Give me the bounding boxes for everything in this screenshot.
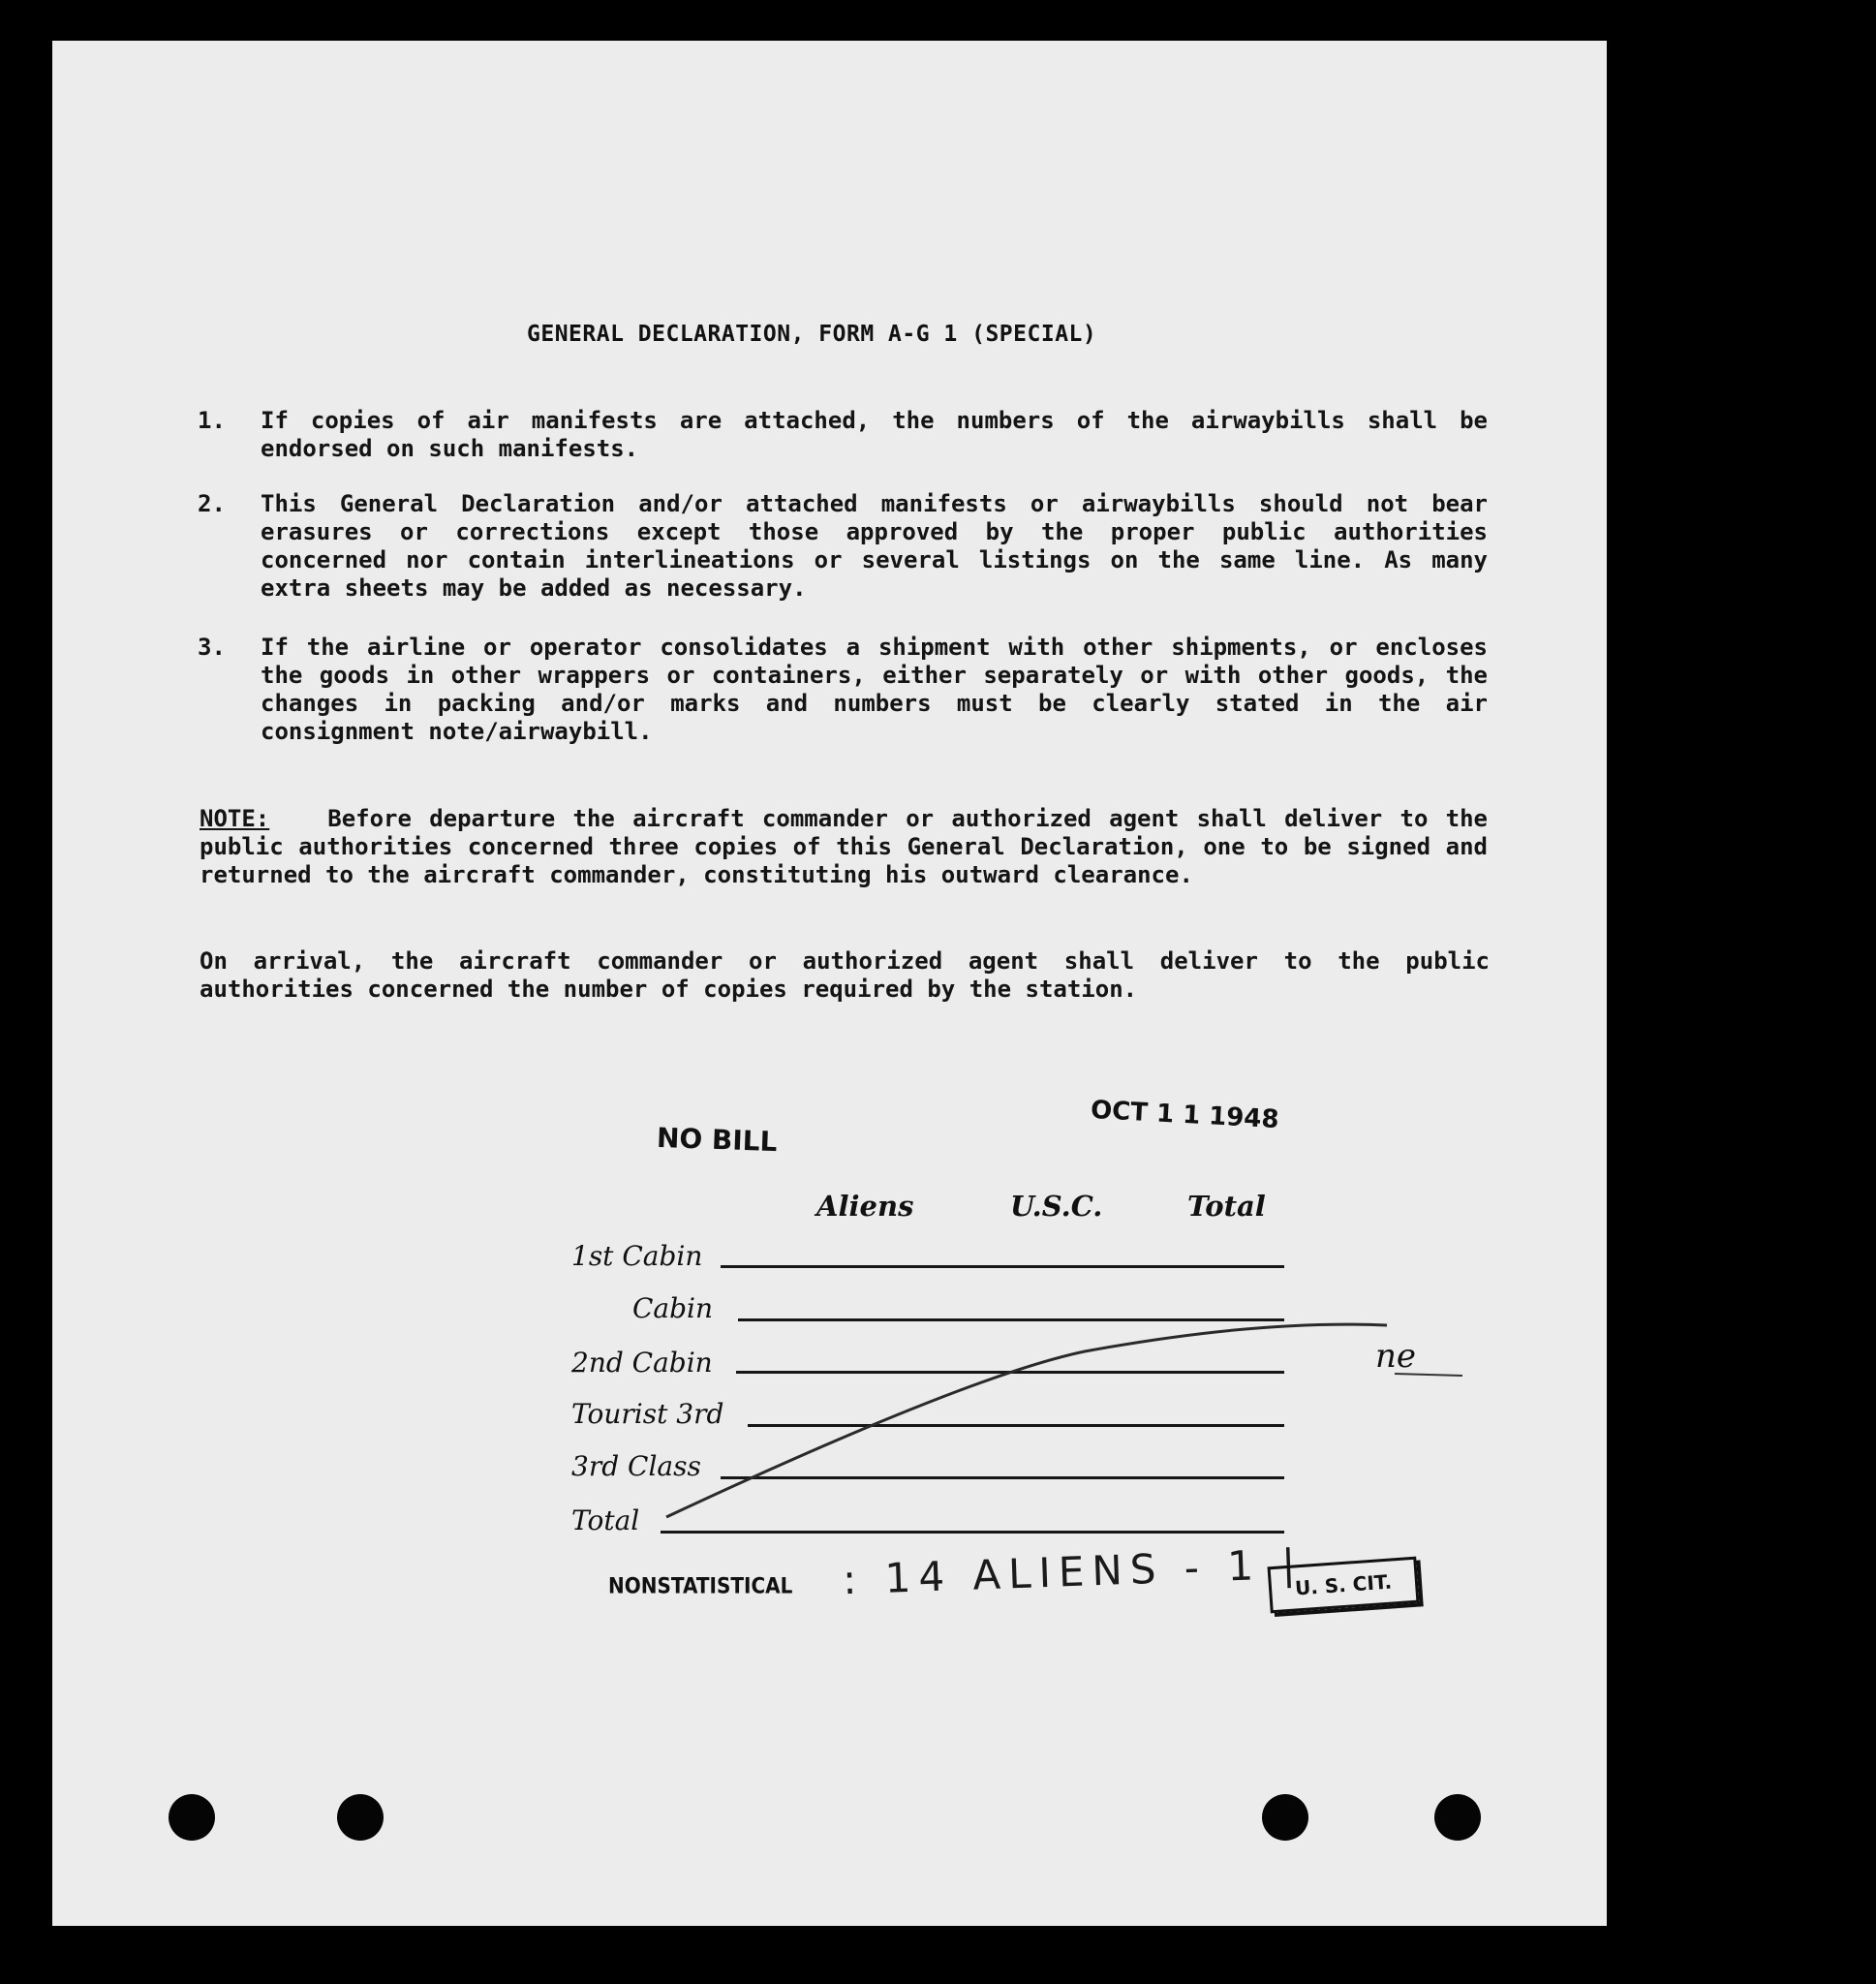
row-3rd-class: 3rd Class [571,1450,701,1482]
note-text: Before departure the aircraft commander or authorized agent shall deliver to the public authorities concerned three copies of this General Declaration, one to be signed and returned to the aircraft commander, constituting his outward clearance. [200,805,1488,888]
strike-stroke [666,1324,1387,1517]
arrival-paragraph: On arrival, the aircraft commander or authorized agent shall deliver to the public authorities concerned the number of copies required by the station. [200,947,1490,1003]
instruction-number: 2. [198,490,226,517]
row-cabin: Cabin [632,1292,714,1324]
nonstatistical-label: NONSTATISTICAL [608,1572,793,1599]
punch-hole [337,1794,384,1841]
column-total: Total [1187,1190,1266,1223]
column-aliens: Aliens [816,1190,914,1223]
no-bill-stamp: NO BILL [656,1121,778,1159]
form-title: GENERAL DECLARATION, FORM A-G 1 (SPECIAL) [527,322,1097,347]
row-total: Total [571,1504,640,1536]
punch-hole [169,1794,215,1841]
row-tourist-3rd: Tourist 3rd [571,1398,724,1430]
instruction-number: 1. [198,407,226,434]
punch-hole [1262,1794,1308,1841]
us-citizen-stamp: U. S. CIT. [1268,1557,1420,1614]
punch-hole [1434,1794,1481,1841]
row-2nd-cabin: 2nd Cabin [571,1347,713,1379]
row-1st-cabin: 1st Cabin [571,1240,703,1272]
instruction-text: This General Declaration and/or attached manifests or airwaybills should not bear erasures or corrections except those approved by the proper public authorities concerned nor contain interlineations or several listings on the same line. As many extra sheets may be added as necessary. [261,490,1488,602]
instruction-text: If the airline or operator consolidates a shipment with other shipments, or encloses the goods in other wrappers or containers, either separately or with other goods, the changes in packing and/or marks and numbers must be clearly stated in the air consignment note/airwaybill. [261,634,1488,745]
column-usc: U.S.C. [1010,1190,1103,1223]
initial-underline [1395,1374,1462,1376]
nonstatistical-handwritten-count: : 14 ALIENS - 1 | [842,1539,1305,1604]
handwritten-initials: ne [1375,1337,1417,1376]
instruction-text: If copies of air manifests are attached, the numbers of the airwaybills shall be endorsed on such manifests. [261,407,1488,462]
note-label: NOTE: [200,805,270,832]
date-stamp: OCT 1 1 1948 [1090,1095,1280,1135]
instruction-number: 3. [198,634,226,661]
